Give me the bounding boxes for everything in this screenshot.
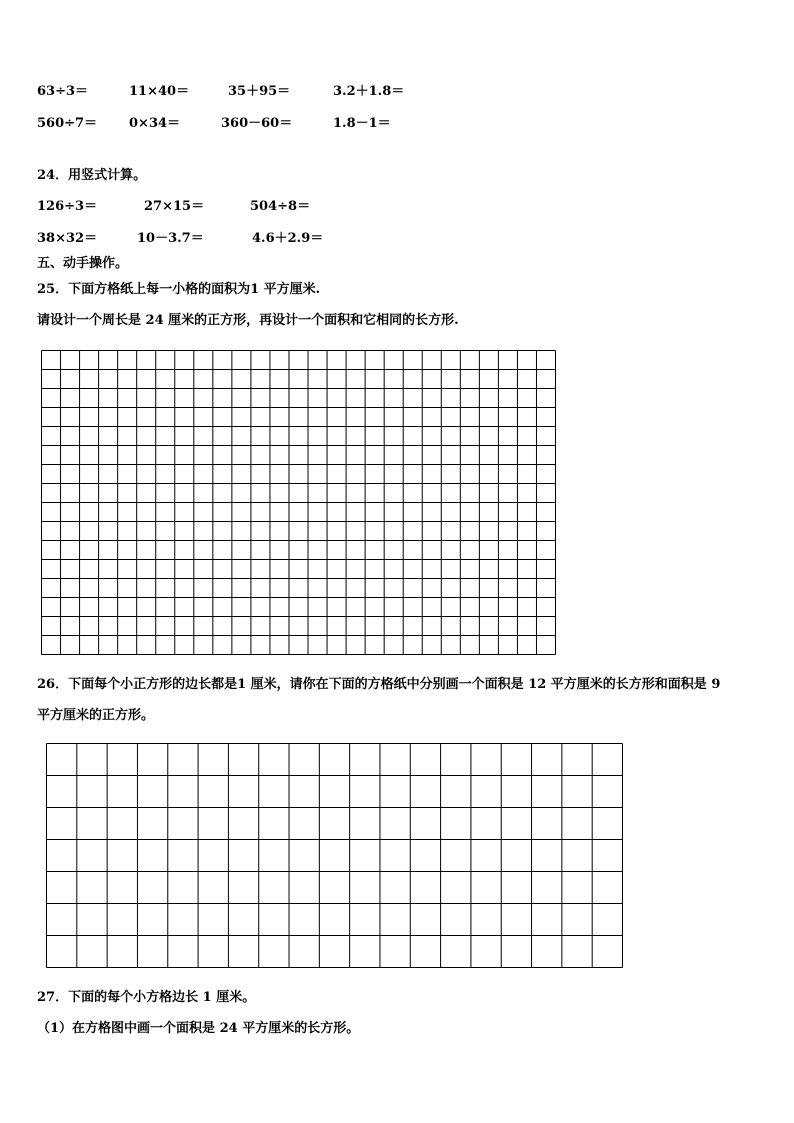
section-title: 五、动手操作。 bbox=[37, 256, 129, 271]
q26-text: 26．下面每个小正方形的边长都是1 厘米，请你在下面的方格纸中分别画一个面积是 12 平方厘米的长方形和面积是 9 bbox=[37, 677, 721, 692]
calc-item: 27×15＝ bbox=[144, 199, 205, 214]
calc-item: 11×40＝ bbox=[129, 84, 190, 99]
calc-item: 560÷7＝ bbox=[37, 116, 98, 131]
calc-item: 504÷8＝ bbox=[250, 199, 311, 214]
calc-item: 3.2＋1.8＝ bbox=[333, 84, 405, 99]
calc-item: 10－3.7＝ bbox=[137, 231, 204, 246]
calc-item: 38×32＝ bbox=[37, 231, 98, 246]
q26-text: 平方厘米的正方形。 bbox=[37, 708, 155, 723]
q25-text: 25．下面方格纸上每一小格的面积为1 平方厘米. bbox=[37, 282, 321, 297]
q27-text: （1）在方格图中画一个面积是 24 平方厘米的长方形。 bbox=[37, 1021, 360, 1036]
calc-item: 0×34＝ bbox=[129, 116, 181, 131]
q27-text: 27．下面的每个小方格边长 1 厘米。 bbox=[37, 990, 256, 1005]
calc-item: 63÷3＝ bbox=[37, 84, 89, 99]
q25-text: 请设计一个周长是 24 厘米的正方形，再设计一个面积和它相同的长方形. bbox=[37, 313, 459, 328]
calc-item: 4.6＋2.9＝ bbox=[252, 231, 324, 246]
q24-title: 24．用竖式计算。 bbox=[37, 168, 147, 183]
calc-item: 126÷3＝ bbox=[37, 199, 98, 214]
calc-item: 360－60＝ bbox=[221, 116, 293, 131]
calc-item: 1.8－1＝ bbox=[333, 116, 391, 131]
grid-paper-q25[interactable] bbox=[41, 350, 556, 655]
calc-item: 35＋95＝ bbox=[228, 84, 291, 99]
grid-paper-q26[interactable] bbox=[46, 743, 623, 968]
